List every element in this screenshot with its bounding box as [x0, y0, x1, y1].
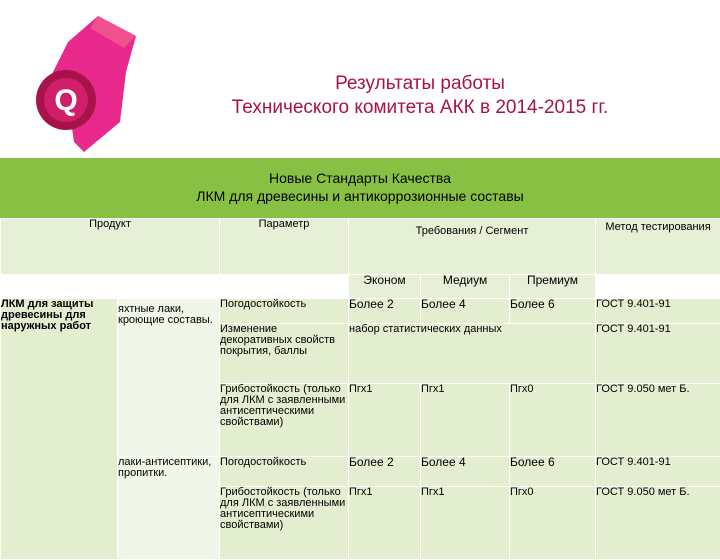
parameter-cell: Погодостойкость	[220, 299, 349, 324]
product-name: ЛКМ для защиты древесины для наружных работ	[1, 299, 118, 560]
premium-cell: Пгх0	[510, 384, 596, 457]
header-medium: Медиум	[421, 275, 510, 299]
method-cell: ГОСТ 9.050 мет Б.	[596, 384, 720, 457]
parameter-cell: Изменение декоративных свойств покрытия, баллы	[220, 324, 349, 384]
premium-cell: Пгх0	[510, 487, 596, 560]
parameter-cell: Грибостойкость (только для ЛКМ с заявленными антисептическими свойствами)	[220, 487, 349, 560]
method-cell: ГОСТ 9.050 мет Б.	[596, 487, 720, 560]
method-cell: ГОСТ 9.401-91	[596, 457, 720, 487]
medium-cell: Пгх1	[421, 384, 510, 457]
parameter-cell: Погодостойкость	[220, 457, 349, 487]
economy-cell: Пгх1	[349, 487, 421, 560]
header-requirements: Требования / Сегмент	[349, 219, 596, 275]
page-title	[150, 72, 690, 120]
logo-ribbon-icon	[28, 14, 150, 154]
method-cell: ГОСТ 9.401-91	[596, 299, 720, 324]
banner-line-2: ЛКМ для древесины и антикоррозионные составы	[0, 187, 720, 205]
medium-cell: Пгх1	[421, 487, 510, 560]
logo-letter: Q	[54, 84, 77, 117]
group-name: лаки-антисептики, пропитки.	[118, 457, 220, 560]
company-logo	[28, 14, 150, 154]
header-row	[1, 219, 720, 275]
medium-cell: Более 4	[421, 457, 510, 487]
title-line-2: Технического комитета АКК в 2014-2015 гг.	[150, 96, 690, 120]
economy-cell: Более 2	[349, 299, 421, 324]
header-premium: Премиум	[510, 275, 596, 299]
premium-cell: Более 6	[510, 457, 596, 487]
header-product: Продукт	[1, 219, 220, 275]
segment-row	[1, 275, 720, 299]
group-name: яхтные лаки, кроющие составы.	[118, 299, 220, 457]
premium-cell: Более 6	[510, 299, 596, 324]
economy-cell: Пгх1	[349, 384, 421, 457]
standards-table	[0, 218, 720, 560]
title-line-1: Результаты работы	[150, 72, 690, 96]
method-cell: ГОСТ 9.401-91	[596, 324, 720, 384]
parameter-cell: Грибостойкость (только для ЛКМ с заявленными антисептическими свойствами)	[220, 384, 349, 457]
section-banner	[0, 158, 720, 218]
table-row	[1, 299, 720, 324]
header-method: Метод тестирования	[596, 219, 720, 275]
banner-line-1: Новые Стандарты Качества	[0, 169, 720, 187]
medium-cell: Более 4	[421, 299, 510, 324]
header-economy: Эконом	[349, 275, 421, 299]
merged-requirements-cell: набор статистических данных	[349, 324, 596, 384]
header-parameter: Параметр	[220, 219, 349, 275]
economy-cell: Более 2	[349, 457, 421, 487]
